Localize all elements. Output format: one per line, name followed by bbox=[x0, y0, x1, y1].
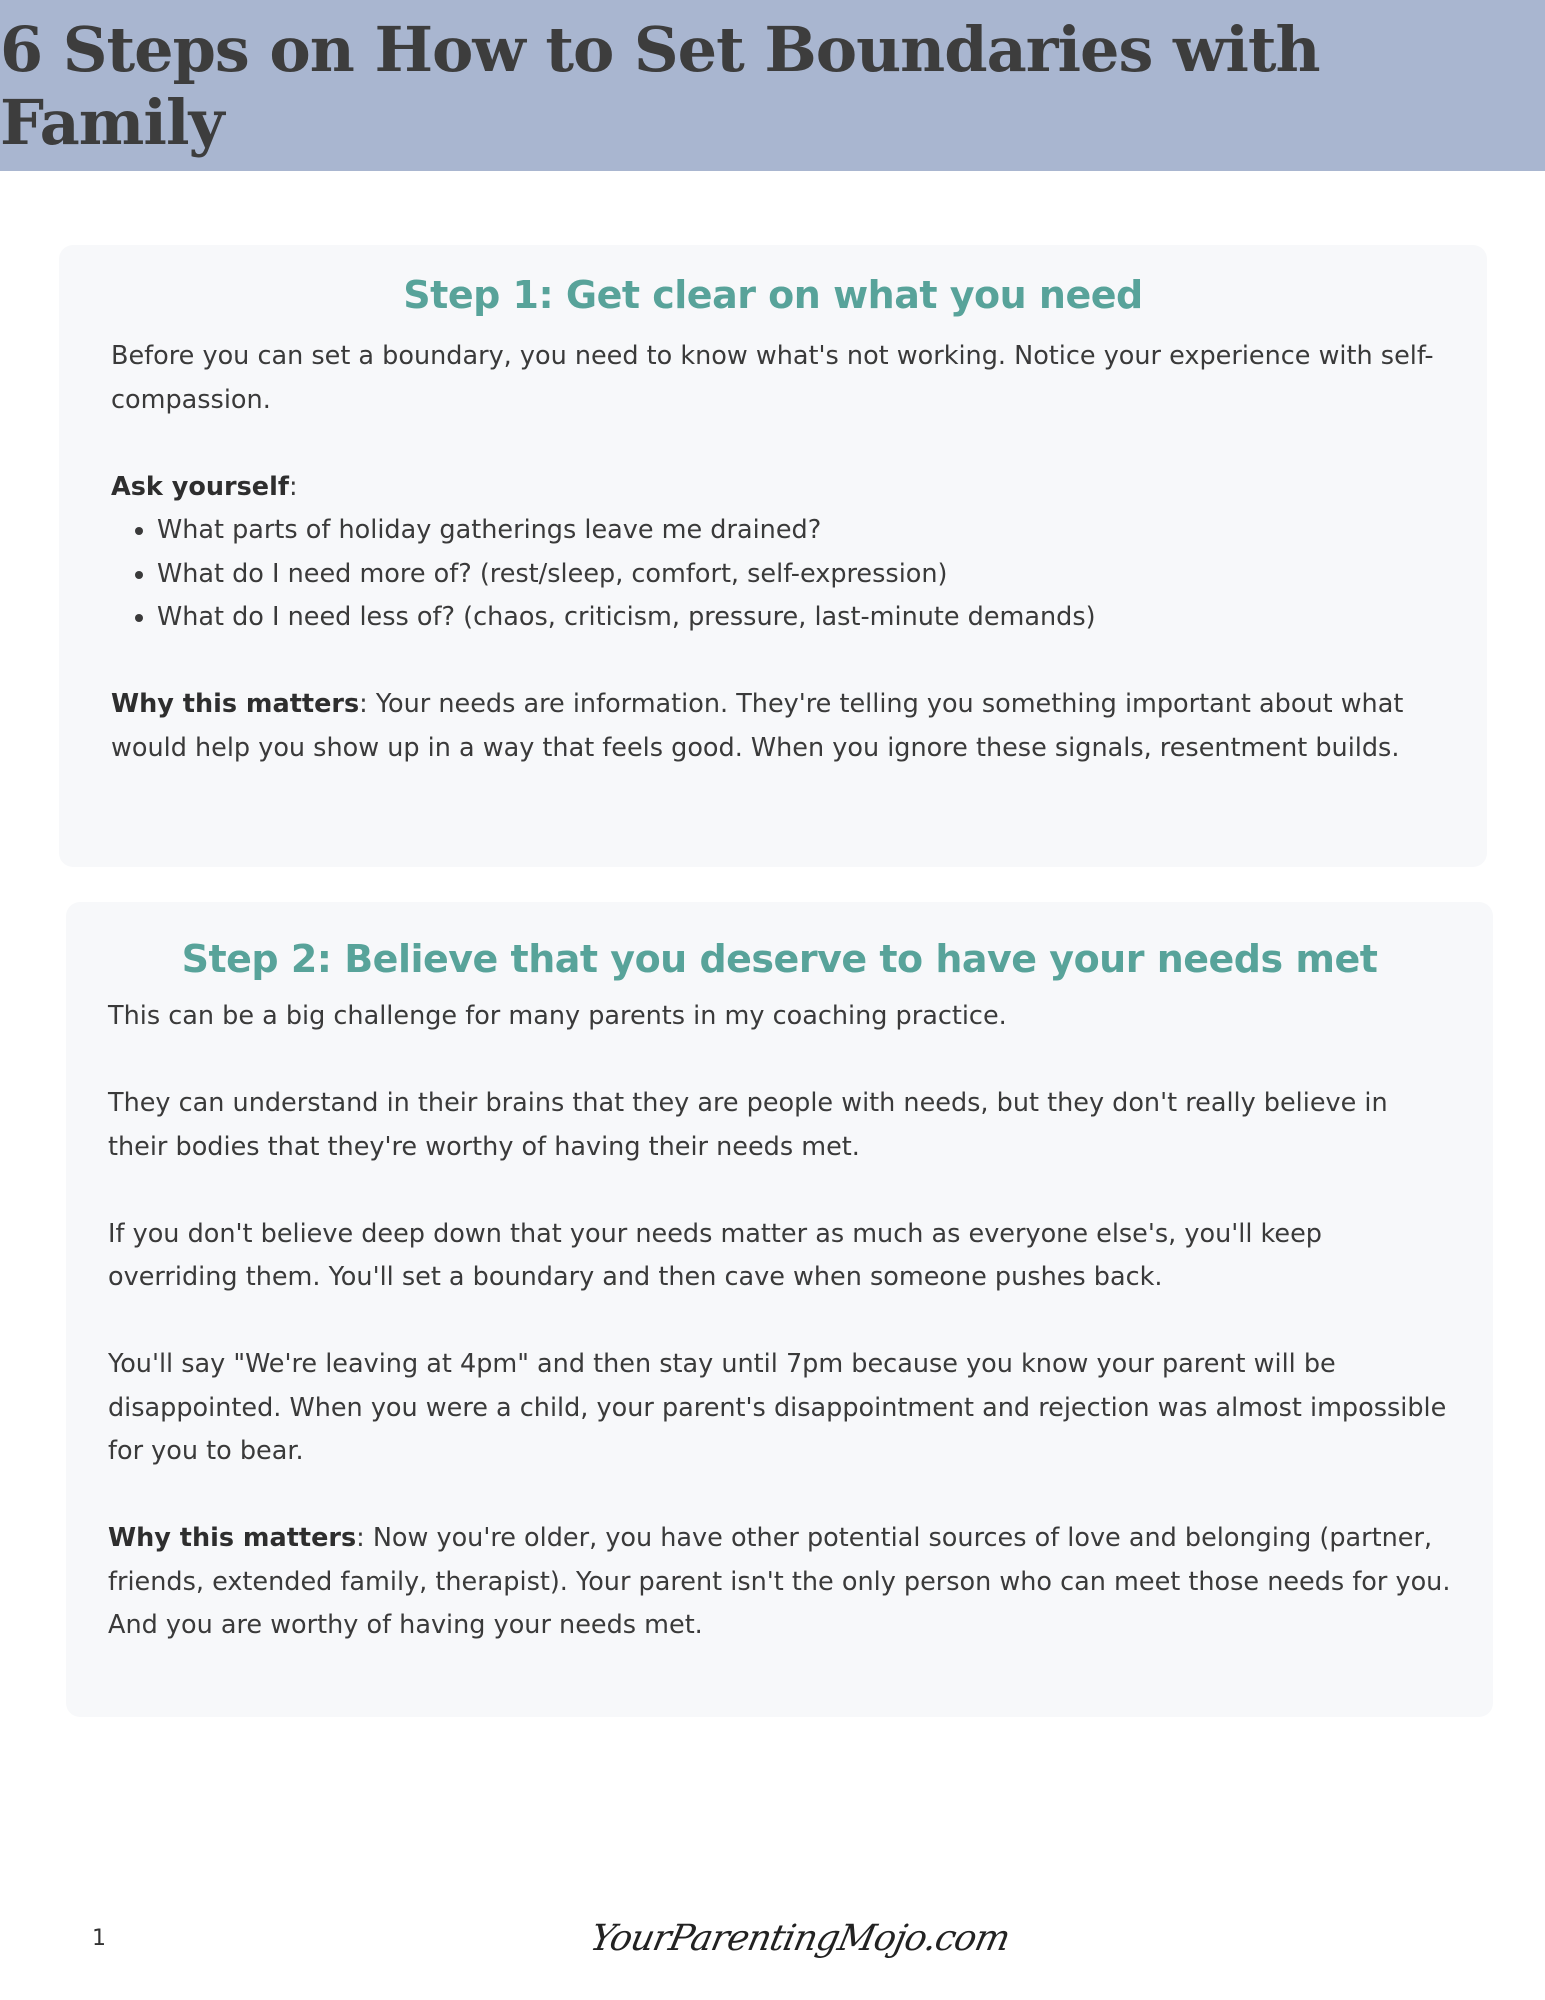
page-number: 1 bbox=[92, 1926, 106, 1951]
page-header bbox=[0, 0, 1545, 171]
ask-yourself-label: Ask yourself bbox=[111, 471, 289, 502]
page-title: 6 Steps on How to Set Boundaries with Family bbox=[0, 12, 1320, 159]
site-logo bbox=[586, 1900, 1014, 1980]
why-this-matters-label: Why this matters bbox=[108, 1523, 357, 1553]
list-item: • What do I need more of? (rest/sleep, comfort, self-expression) bbox=[157, 553, 1435, 597]
step2-paragraph-3: If you don't believe deep down that your needs matter as much as everyone else's, you'll keep overriding them. You'll set a boundary and then cave when someone pushes back. bbox=[108, 1218, 1322, 1292]
step1-title: Step 1: Get clear on what you need bbox=[403, 273, 1143, 317]
step2-why-paragraph: Why this matters: Now you're older, you have other potential sources of love and belonging (partner, friends, extended family, therapist). Your parent isn't the only person who can meet those needs for you. And you are worthy of having your needs met. bbox=[108, 1523, 1451, 1640]
step1-question-list bbox=[111, 509, 1435, 640]
why-this-matters-label: Why this matters bbox=[111, 689, 360, 719]
step2-title: Step 2: Believe that you deserve to have your needs met bbox=[181, 937, 1378, 981]
list-item: • What parts of holiday gatherings leave me drained? bbox=[157, 509, 1435, 553]
step1-ask-heading: Ask yourself: bbox=[111, 471, 298, 502]
logo-text: YourParentingMojo.com bbox=[586, 1916, 1014, 1959]
step1-card bbox=[59, 245, 1487, 867]
step2-paragraph-4: You'll say "We're leaving at 4pm" and then stay until 7pm because you know your parent will be disappointed. When you were a child, your parent's disappointment and rejection was almost impossible for you to bear. bbox=[108, 1349, 1447, 1466]
step1-why-paragraph: Why this matters: Your needs are information. They're telling you something important about what would help you show up in a way that feels good. When you ignore these signals, resentment builds. bbox=[111, 689, 1404, 763]
step2-paragraph-1: This can be a big challenge for many parents in my coaching practice. bbox=[108, 1001, 1007, 1031]
step1-intro: Before you can set a boundary, you need to know what's not working. Notice your experience with self-compassion. bbox=[111, 341, 1434, 415]
step2-paragraph-2: They can understand in their brains that they are people with needs, but they don't really believe in their bodies that they're worthy of having their needs met. bbox=[108, 1088, 1388, 1162]
list-item: • What do I need less of? (chaos, criticism, pressure, last-minute demands) bbox=[157, 596, 1435, 640]
step2-card bbox=[66, 902, 1493, 1717]
